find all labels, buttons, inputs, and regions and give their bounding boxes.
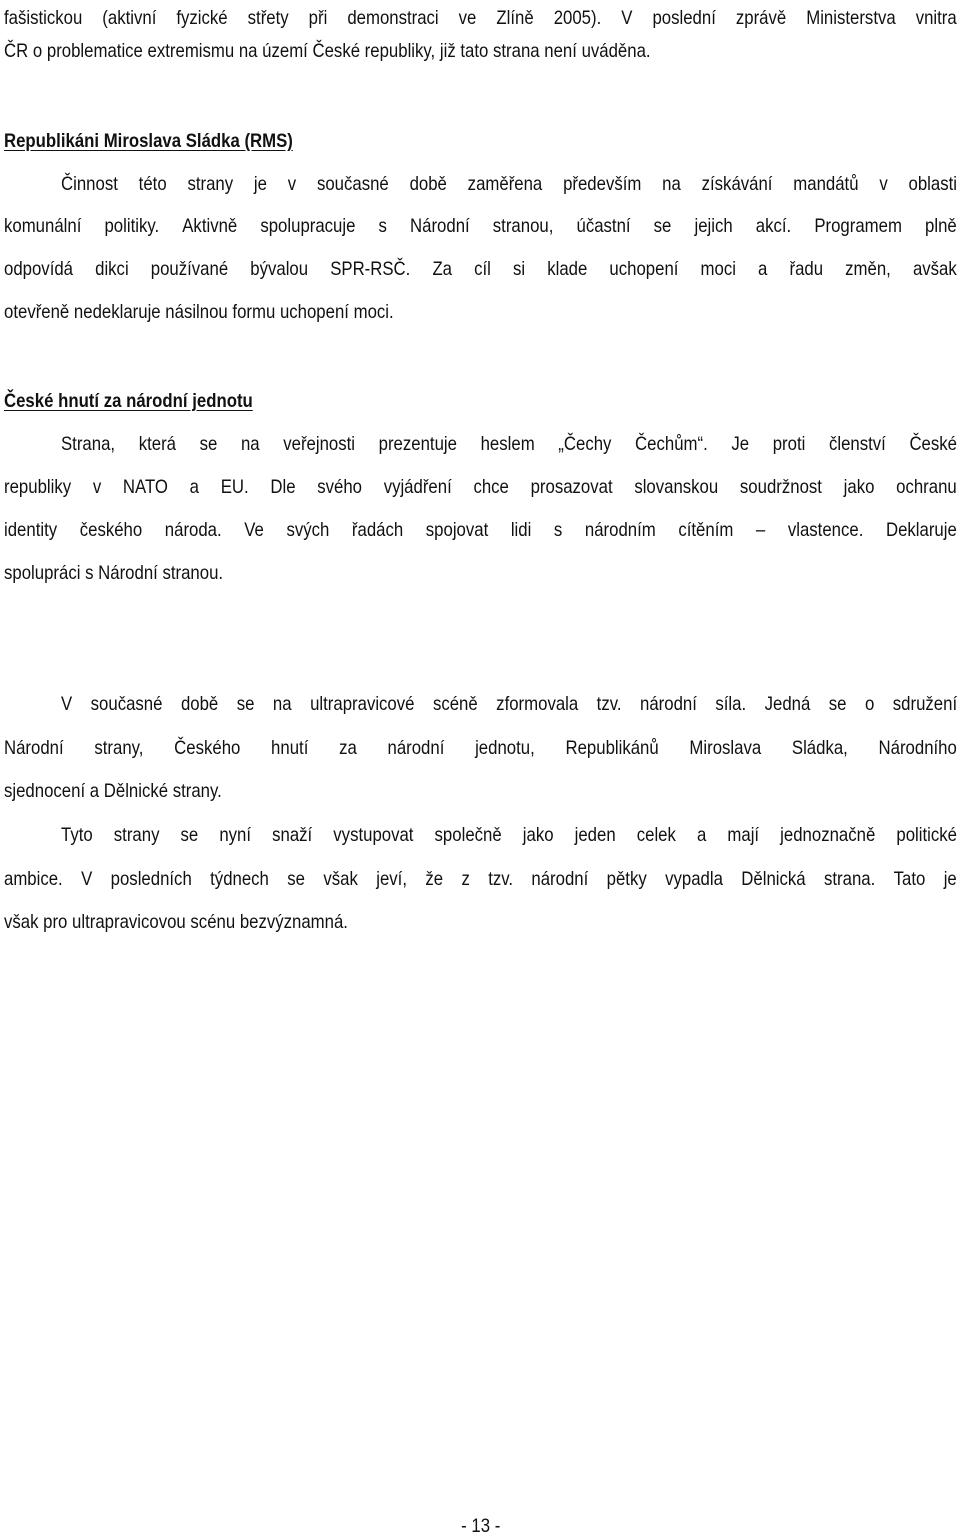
word: vypadla xyxy=(665,868,723,890)
word: 2005). xyxy=(553,7,602,29)
word: cítěním xyxy=(678,519,734,541)
word: získávání xyxy=(701,173,773,195)
word: moci xyxy=(700,258,736,280)
word: jeví, xyxy=(376,868,407,890)
word: a xyxy=(696,824,707,846)
word: (aktivní xyxy=(102,7,157,29)
paragraph-line xyxy=(4,6,957,30)
word: strany xyxy=(113,824,160,846)
word: vystupovat xyxy=(333,824,414,846)
word: řadu xyxy=(789,258,824,280)
word: V xyxy=(81,868,93,890)
word: stranou, xyxy=(492,215,554,237)
word: však xyxy=(323,868,358,890)
word: střety xyxy=(247,7,289,29)
section-heading-rms: Republikáni Miroslava Sládka (RMS) xyxy=(4,130,293,152)
word: Je xyxy=(731,433,750,455)
word: nyní xyxy=(219,824,252,846)
word: jednotu, xyxy=(475,737,535,759)
word: tzv. xyxy=(596,693,622,715)
word: České xyxy=(909,433,957,455)
paragraph-line: spolupráci s Národní stranou. xyxy=(4,562,224,584)
word: Národního xyxy=(878,737,957,759)
word: účastní xyxy=(576,215,631,237)
word: bývalou xyxy=(250,258,309,280)
word: republiky xyxy=(4,476,72,498)
word: z xyxy=(461,868,470,890)
word: „Čechy xyxy=(558,433,612,455)
word: prezentuje xyxy=(378,433,457,455)
word: ambice. xyxy=(4,868,63,890)
word: je xyxy=(943,868,957,890)
paragraph-line xyxy=(61,432,957,456)
word: pětky xyxy=(606,868,647,890)
word: tzv. xyxy=(488,868,514,890)
word: Ministerstva xyxy=(806,7,896,29)
word: NATO xyxy=(122,476,168,498)
word: akcí. xyxy=(755,215,792,237)
word: na xyxy=(240,433,260,455)
word: Miroslava xyxy=(689,737,762,759)
word: národa. xyxy=(164,519,222,541)
word: – xyxy=(755,519,766,541)
word: jejich xyxy=(694,215,733,237)
word: národní xyxy=(387,737,445,759)
word: jednoznačně xyxy=(780,824,876,846)
word: strany xyxy=(187,173,234,195)
word: mandátů xyxy=(793,173,859,195)
word: komunální xyxy=(4,215,82,237)
word: s xyxy=(378,215,387,237)
word: Sládka, xyxy=(791,737,848,759)
word: poslední xyxy=(652,7,716,29)
word: především xyxy=(563,173,642,195)
word: chce xyxy=(473,476,509,498)
word: jeden xyxy=(574,824,616,846)
word: uchopení xyxy=(609,258,679,280)
word: současné xyxy=(316,173,389,195)
word: se xyxy=(653,215,672,237)
word: době xyxy=(409,173,447,195)
word: vnitra xyxy=(915,7,957,29)
page-number-text: - 13 - xyxy=(460,1515,501,1537)
word: v xyxy=(92,476,102,498)
word: vlastence. xyxy=(787,519,864,541)
word: zaměřena xyxy=(467,173,543,195)
word: a xyxy=(189,476,199,498)
word: Za xyxy=(432,258,453,280)
page-number xyxy=(4,1514,957,1538)
word: proti xyxy=(772,433,806,455)
word: ochranu xyxy=(896,476,957,498)
word: oblasti xyxy=(908,173,958,195)
word: soudržnost xyxy=(739,476,822,498)
word: fyzické xyxy=(176,7,228,29)
word: se xyxy=(287,868,305,890)
word: Národní xyxy=(410,215,470,237)
paragraph-line xyxy=(4,518,957,542)
word: při xyxy=(308,7,328,29)
word: Deklaruje xyxy=(885,519,957,541)
word: národní xyxy=(531,868,589,890)
word: současné xyxy=(90,693,163,715)
word: strany, xyxy=(94,737,144,759)
word: používané xyxy=(150,258,229,280)
word: Programem xyxy=(814,215,902,237)
paragraph-line xyxy=(4,475,957,499)
word: Činnost xyxy=(61,173,118,195)
word: národní xyxy=(640,693,697,715)
word: V xyxy=(621,7,633,29)
word: Tato xyxy=(893,868,926,890)
paragraph-line: otevřeně nedeklaruje násilnou formu uchopení moci. xyxy=(4,301,394,323)
word: Ve xyxy=(244,519,264,541)
word: Národní xyxy=(4,737,64,759)
word: hnutí xyxy=(271,737,309,759)
word: jako xyxy=(522,824,554,846)
word: Tyto xyxy=(61,824,93,846)
word: která xyxy=(138,433,176,455)
word: ultrapravicové xyxy=(310,693,415,715)
word: se xyxy=(199,433,218,455)
word: Zlíně xyxy=(496,7,534,29)
word: Aktivně xyxy=(182,215,238,237)
word: členství xyxy=(828,433,886,455)
word: síla. xyxy=(715,693,747,715)
word: spolupracuje xyxy=(260,215,356,237)
word: Strana, xyxy=(61,433,116,455)
paragraph-line: však pro ultrapravicovou scénu bezvýznamná. xyxy=(4,911,348,933)
word: Čechům“. xyxy=(635,433,708,455)
word: klade xyxy=(547,258,588,280)
word: cíl xyxy=(474,258,491,280)
word: zformovala xyxy=(496,693,579,715)
word: sdružení xyxy=(892,693,958,715)
paragraph-line xyxy=(4,867,957,891)
paragraph-line xyxy=(4,736,957,760)
word: Dle xyxy=(270,476,296,498)
word: svých xyxy=(286,519,330,541)
word: národním xyxy=(584,519,656,541)
word: dikci xyxy=(95,258,129,280)
document-page xyxy=(4,0,957,1537)
word: SPR-RSČ. xyxy=(330,258,411,280)
word: strana. xyxy=(823,868,876,890)
paragraph-line: sjednocení a Dělnické strany. xyxy=(4,780,222,802)
word: politiky. xyxy=(104,215,160,237)
paragraph-line xyxy=(61,692,957,716)
word: ve xyxy=(458,7,477,29)
word: na xyxy=(272,693,292,715)
word: vyjádření xyxy=(383,476,452,498)
word: lidi xyxy=(510,519,532,541)
word: plně xyxy=(925,215,957,237)
word: a xyxy=(758,258,768,280)
word: týdnech xyxy=(210,868,269,890)
word: této xyxy=(138,173,167,195)
word: Dělnická xyxy=(741,868,806,890)
word: změn, xyxy=(845,258,891,280)
paragraph-line: ČR o problematice extremismu na území České republiky, již tato strana není uváděna. xyxy=(4,40,651,62)
word: prosazovat xyxy=(530,476,613,498)
word: demonstraci xyxy=(347,7,439,29)
word: v xyxy=(287,173,297,195)
word: zprávě xyxy=(735,7,787,29)
word: politické xyxy=(896,824,957,846)
word: Republikánů xyxy=(565,737,659,759)
word: době xyxy=(180,693,219,715)
paragraph-line xyxy=(61,823,957,847)
word: EU. xyxy=(220,476,249,498)
word: V xyxy=(61,693,73,715)
word: identity xyxy=(4,519,58,541)
word: že xyxy=(425,868,444,890)
word: veřejnosti xyxy=(283,433,356,455)
word: Jedná xyxy=(764,693,811,715)
word: slovanskou xyxy=(634,476,719,498)
word: celek xyxy=(636,824,676,846)
word: posledních xyxy=(110,868,192,890)
word: řadách xyxy=(351,519,404,541)
word: na xyxy=(662,173,681,195)
word: heslem xyxy=(480,433,535,455)
word: společně xyxy=(434,824,502,846)
word: v xyxy=(879,173,888,195)
paragraph-line xyxy=(4,214,957,238)
paragraph-line xyxy=(4,257,957,281)
word: scéně xyxy=(432,693,478,715)
word: fašistickou xyxy=(4,7,83,29)
paragraph-line xyxy=(61,172,957,196)
word: odpovídá xyxy=(4,258,74,280)
word: českého xyxy=(79,519,143,541)
word: se xyxy=(828,693,847,715)
word: avšak xyxy=(912,258,957,280)
section-heading-chnj: České hnutí za národní jednotu xyxy=(4,390,253,412)
word: jako xyxy=(843,476,875,498)
word: spojovat xyxy=(425,519,489,541)
word: svého xyxy=(317,476,362,498)
word: se xyxy=(236,693,255,715)
word: je xyxy=(253,173,267,195)
word: o xyxy=(864,693,875,715)
word: snaží xyxy=(272,824,313,846)
word: s xyxy=(553,519,563,541)
word: mají xyxy=(727,824,760,846)
word: se xyxy=(180,824,199,846)
word: si xyxy=(512,258,526,280)
word: Českého xyxy=(174,737,241,759)
word: za xyxy=(339,737,357,759)
